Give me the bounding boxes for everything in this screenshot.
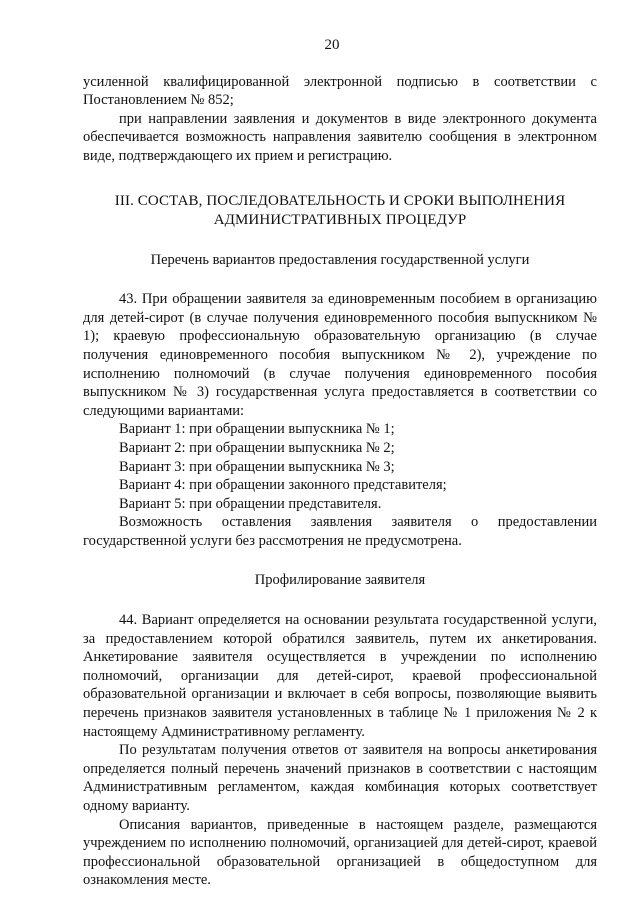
document-page xyxy=(83,36,597,890)
variant-item-4: Вариант 4: при обращении законного представителя; xyxy=(119,477,447,494)
variant-item-5: Вариант 5: при обращении представителя. xyxy=(119,495,382,512)
paragraph-43: 43. При обращении заявителя за единовременным пособием в организацию для детей-сирот (в случае получения единовременного пособия выпускником № 1); краевую профессиональную образовательную организацию (в случае получения единовременного пособия выпускником № 2), учреждение по исполнению полномочий (в случае получения единовременного пособия выпускником № 3) государственная услуга предоставляется в соответствии со следующими вариантами: xyxy=(83,291,597,419)
page-number: 20 xyxy=(324,37,340,53)
paragraph-no-consideration: Возможность оставления заявления заявителя о предоставлении государственной услуги без рассмотрения не предусмотрена. xyxy=(83,514,597,549)
section-heading xyxy=(83,192,597,230)
intro-paragraph-electronic: при направлении заявления и документов в виде электронного документа обеспечивается возможность направления заявителю сообщения в электронном виде, подтверждающего их прием и регистрацию. xyxy=(83,110,597,164)
subheading-variants: Перечень вариантов предоставления государственной услуги xyxy=(150,251,530,268)
paragraph-44: 44. Вариант определяется на основании результата государственной услуги, за предоставлением которой обратился заявитель, путем их анкетирования. Анкетирование заявителя осуществляется в учреждении по исполнению полномочий, организации для детей-сирот, краевой профессиональной образовательной организации и включает в себя вопросы, позволяющие выявить перечень признаков заявителя установленных в таблице № 1 приложения № 2 к настоящему Административному регламенту. xyxy=(83,612,597,740)
paragraph-results: По результатам получения ответов от заявителя на вопросы анкетирования определяется полный перечень значений признаков в соответствии с настоящим Административным регламентом, каждая комбинация которых соответствует одному варианту. xyxy=(83,742,597,814)
variant-item-2: Вариант 2: при обращении выпускника № 2; xyxy=(119,439,395,456)
subheading-profiling: Профилирование заявителя xyxy=(254,572,426,589)
intro-paragraph-signature: усиленной квалифицированной электронной подписью в соответствии с Постановлением № 852; xyxy=(83,73,597,109)
section-heading-line-1: III. СОСТАВ, ПОСЛЕДОВАТЕЛЬНОСТЬ И СРОКИ ВЫПОЛНЕНИЯ xyxy=(114,192,566,209)
variant-item-3: Вариант 3: при обращении выпускника № 3; xyxy=(119,458,395,475)
section-heading-line-2: АДМИНИСТРАТИВНЫХ ПРОЦЕДУР xyxy=(213,211,467,228)
variant-item-1: Вариант 1: при обращении выпускника № 1; xyxy=(119,421,395,438)
variants-list xyxy=(83,420,597,513)
paragraph-descriptions: Описания вариантов, приведенные в настоящем разделе, размещаются учреждением по исполнению полномочий, организацией для детей-сирот, краевой профессиональной образовательной организацией в общедоступном для ознакомления месте. xyxy=(83,816,597,889)
